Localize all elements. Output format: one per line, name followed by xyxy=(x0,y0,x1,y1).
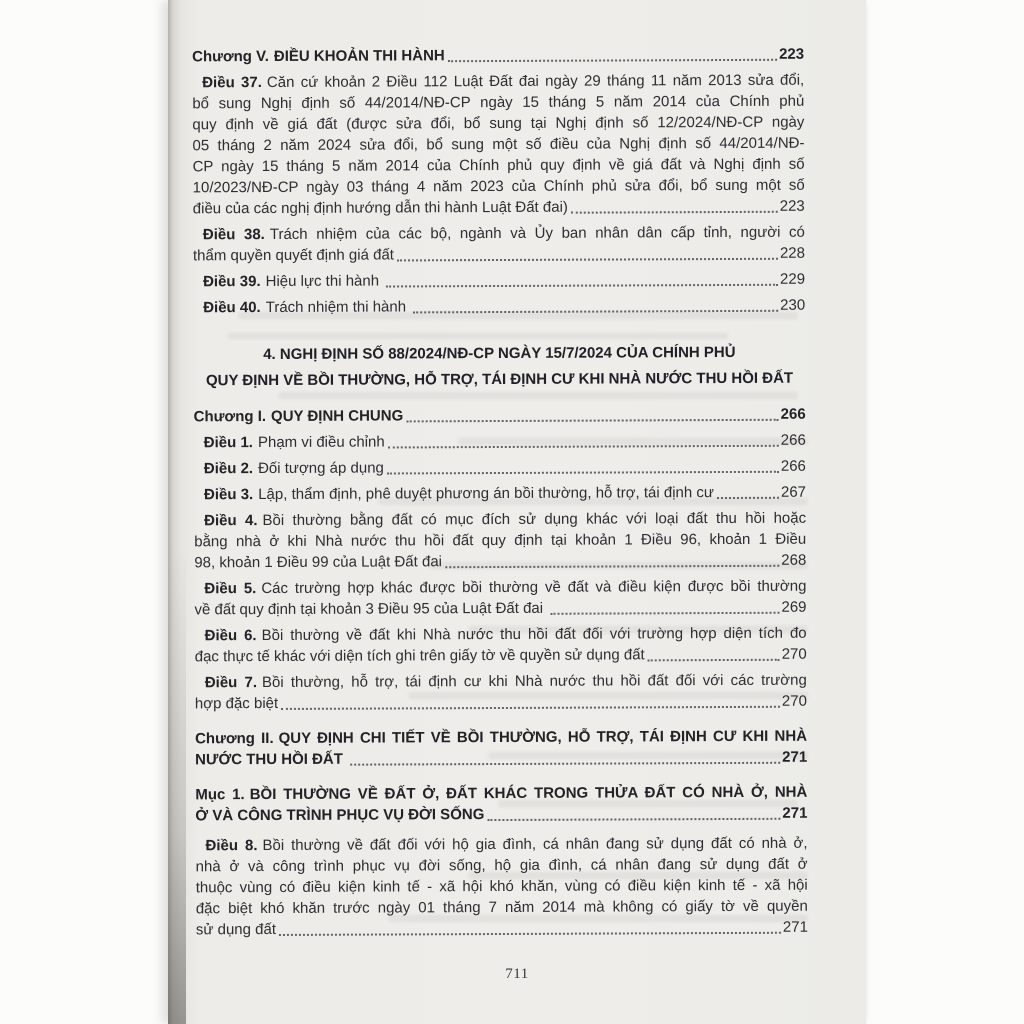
entry-label: Chương I. xyxy=(193,408,267,426)
toc-line xyxy=(193,196,805,220)
page-number: 268 xyxy=(781,551,807,569)
entry-text: về đất quy định tại khoản 3 Điều 95 của Luật Đất đai xyxy=(194,599,548,619)
page-number: 223 xyxy=(779,45,805,63)
table-of-contents xyxy=(192,35,808,941)
page-number: 229 xyxy=(779,270,806,288)
toc-line xyxy=(193,269,805,293)
toc-entry xyxy=(194,482,806,506)
toc-line: bằng nhà ở khi Nhà nước thu hồi đất quy định tại khoản 1 Điều 96, khoản 1 Điều xyxy=(194,530,807,551)
entry-text: Đối tượng áp dụng xyxy=(258,459,384,478)
page-number: 223 xyxy=(779,197,805,215)
toc-line: Điều 38. Trách nhiệm của các bộ, ngành và Ủy ban nhân dân cấp tỉnh, người có xyxy=(202,223,805,244)
entry-text: Trách nhiệm thi hành xyxy=(265,298,411,317)
entry-label: Điều 1. xyxy=(203,434,253,452)
dot-leader xyxy=(410,295,780,318)
page-number: 271 xyxy=(782,918,808,936)
entry-label: Chương II. xyxy=(195,729,274,748)
toc-line: Chương II. QUY ĐỊNH CHI TIẾT VỀ BỒI THƯỜNG, HỖ TRỢ, TÁI ĐỊNH CƯ KHI NHÀ xyxy=(195,727,808,748)
dot-leader xyxy=(394,243,780,266)
dot-leader xyxy=(645,644,782,666)
toc-line: Mục 1. BỒI THƯỜNG VỀ ĐẤT Ở, ĐẤT KHÁC TRONG THỬA ĐẤT CÓ NHÀ Ở, NHÀ xyxy=(195,783,808,804)
toc-line: 10/2023/NĐ-CP ngày 03 tháng 4 năm 2023 của Chính phủ sửa đổi, bổ sung một số xyxy=(192,176,805,197)
toc-line: Điều 37. Căn cứ khoản 2 Điều 112 Luật Đất đai ngày 29 tháng 11 năm 2013 sửa đổi, xyxy=(202,71,805,92)
dot-leader xyxy=(347,747,782,770)
entry-label: Điều 38. xyxy=(202,226,265,244)
entry-label: Điều 5. xyxy=(204,580,257,598)
entry-text: hợp đặc biệt xyxy=(194,694,279,713)
entry-label: Điều 6. xyxy=(204,627,257,645)
entry-text: thẩm quyền quyết định giá đất xyxy=(192,246,394,265)
toc-line: Điều 6. Bồi thường về đất khi Nhà nước thu hồi đất đối với trường hợp diện tích đo xyxy=(204,624,807,645)
toc-entry xyxy=(193,222,805,267)
toc-entry xyxy=(192,70,805,220)
toc-entry xyxy=(195,782,807,827)
toc-line xyxy=(194,550,806,574)
entry-label: Điều 3. xyxy=(203,486,254,504)
page-number: 266 xyxy=(780,457,806,475)
toc-line xyxy=(194,430,806,454)
toc-line xyxy=(194,597,806,621)
toc-entry xyxy=(194,508,806,574)
dot-leader xyxy=(442,550,781,572)
page-number: 270 xyxy=(781,692,807,710)
page-number: 269 xyxy=(781,598,807,616)
entry-text: Hiệu lực thi hành xyxy=(265,272,384,291)
toc-line: Điều 4. Bồi thường bằng đất có mục đích sử dụng khác với loại đất thu hồi hoặc xyxy=(204,509,807,530)
toc-entry xyxy=(193,295,805,319)
entry-text: NƯỚC THU HỒI ĐẤT xyxy=(195,750,348,769)
toc-entry xyxy=(194,430,806,454)
dot-leader xyxy=(384,456,781,479)
entry-label: Điều 8. xyxy=(205,837,258,855)
dot-leader xyxy=(547,597,781,619)
dot-leader xyxy=(714,482,781,503)
toc-line: Điều 7. Bồi thường, hỗ trợ, tái định cư khi Nhà nước thu hồi đất đối với các trường xyxy=(204,671,807,692)
entry-label: Điều 39. xyxy=(203,273,261,291)
entry-label: Điều 40. xyxy=(203,299,261,317)
entry-text: đạc thực tế khác với diện tích ghi trên giấy tờ về quyền sử dụng đất xyxy=(194,646,645,666)
page-number: 271 xyxy=(782,804,808,822)
toc-entry xyxy=(194,576,806,621)
toc-line: bổ sung Nghị định số 44/2014/NĐ-CP ngày 15 tháng 5 năm 2014 của Chính phủ xyxy=(192,92,805,113)
toc-entry xyxy=(195,623,807,668)
entry-label: Điều 2. xyxy=(203,460,254,478)
toc-line xyxy=(195,803,807,827)
toc-line xyxy=(193,295,805,319)
dot-leader xyxy=(276,917,783,940)
toc-line: Điều 8. Bồi thường về đất đối với hộ gia đình, cá nhân đang sử dụng đất có nhà ở, xyxy=(205,834,808,855)
toc-entry xyxy=(194,404,806,428)
toc-line xyxy=(192,44,804,68)
toc-line: quy định về giá đất (được sửa đổi, bổ sung tại Nghị định số 12/2024/NĐ-CP ngày xyxy=(192,113,805,134)
dot-leader xyxy=(383,269,780,292)
section-title xyxy=(193,340,805,395)
entry-text: Phạm vi điều chỉnh xyxy=(257,433,385,452)
entry-text: Ở VÀ CÔNG TRÌNH PHỤC VỤ ĐỜI SỐNG xyxy=(195,806,485,825)
toc-line: 05 tháng 2 năm 2024 sửa đổi, bổ sung một số điều của Nghị định số 44/2014/NĐ- xyxy=(192,134,805,155)
entry-label: Chương V. xyxy=(192,47,269,66)
toc-line xyxy=(196,917,808,941)
toc-line: Điều 5. Các trường hợp khác được bồi thường về đất và điều kiện được bồi thường xyxy=(204,577,807,598)
toc-entry xyxy=(195,670,807,715)
toc-entry xyxy=(194,456,806,480)
toc-entry xyxy=(192,44,804,68)
toc-line xyxy=(195,644,807,668)
section-title-line: 4. NGHỊ ĐỊNH SỐ 88/2024/NĐ-CP NGÀY 15/7/2024 CỦA CHÍNH PHỦ xyxy=(263,343,736,364)
toc-line xyxy=(194,482,806,506)
entry-label: Điều 4. xyxy=(204,512,258,530)
toc-line: nhà ở và công trình phục vụ đời sống, hộ gia đình, cá nhân đang sử dụng đất ở xyxy=(195,855,808,876)
entry-text: 98, khoản 1 Điều 99 của Luật Đất đai xyxy=(194,553,443,572)
entry-label: Điều 7. xyxy=(204,674,258,692)
toc-line xyxy=(194,404,806,428)
dot-leader xyxy=(445,44,779,66)
page-number: 266 xyxy=(780,405,806,423)
page-gutter-shadow xyxy=(168,544,186,1024)
dot-leader xyxy=(385,430,781,453)
page-number: 230 xyxy=(780,296,806,314)
entry-text: điều của các nghị định hướng dẫn thi hành Luật Đất đai) xyxy=(192,198,568,218)
dot-leader xyxy=(278,691,782,714)
toc-line xyxy=(194,456,806,480)
entry-label: Mục 1. xyxy=(195,786,245,804)
page-number: 228 xyxy=(779,244,805,262)
dot-leader xyxy=(568,196,780,218)
toc-line: CP ngày 15 tháng 5 năm 2014 của Chính phủ quy định về giá đất và Nghị định số xyxy=(192,155,805,176)
toc-line: đặc biệt khó khăn trước ngày 01 tháng 7 năm 2014 mà không có giấy tờ về quyền xyxy=(195,897,808,918)
toc-line xyxy=(195,747,807,771)
entry-text: QUY ĐỊNH CHUNG xyxy=(270,407,404,425)
toc-line xyxy=(195,691,807,715)
entry-text: Lập, thẩm định, phê duyệt phương án bồi thường, hỗ trợ, tái định cư xyxy=(258,484,714,504)
entry-text: sử dụng đất xyxy=(195,920,277,939)
footer-page-number: 711 xyxy=(505,966,529,982)
section-title-line: QUY ĐỊNH VỀ BỒI THƯỜNG, HỖ TRỢ, TÁI ĐỊNH CƯ KHI NHÀ NƯỚC THU HỒI ĐẤT xyxy=(205,369,794,390)
toc-entry xyxy=(193,269,805,293)
entry-text: ĐIỀU KHOẢN THI HÀNH xyxy=(273,47,445,65)
page-number: 270 xyxy=(781,645,807,663)
toc-line: thuộc vùng có điều kiện kinh tế - xã hội khó khăn, vùng có điều kiện kinh tế - xã hội xyxy=(195,876,808,897)
toc-entry xyxy=(195,726,807,771)
toc-line xyxy=(193,243,805,267)
dot-leader xyxy=(484,803,782,825)
book-page xyxy=(168,0,866,1024)
dot-leader xyxy=(403,404,780,427)
entry-label: Điều 37. xyxy=(202,74,262,92)
page-number: 271 xyxy=(782,748,808,766)
page-number: 267 xyxy=(780,483,807,501)
page-number: 266 xyxy=(780,431,806,449)
toc-entry xyxy=(195,833,807,941)
